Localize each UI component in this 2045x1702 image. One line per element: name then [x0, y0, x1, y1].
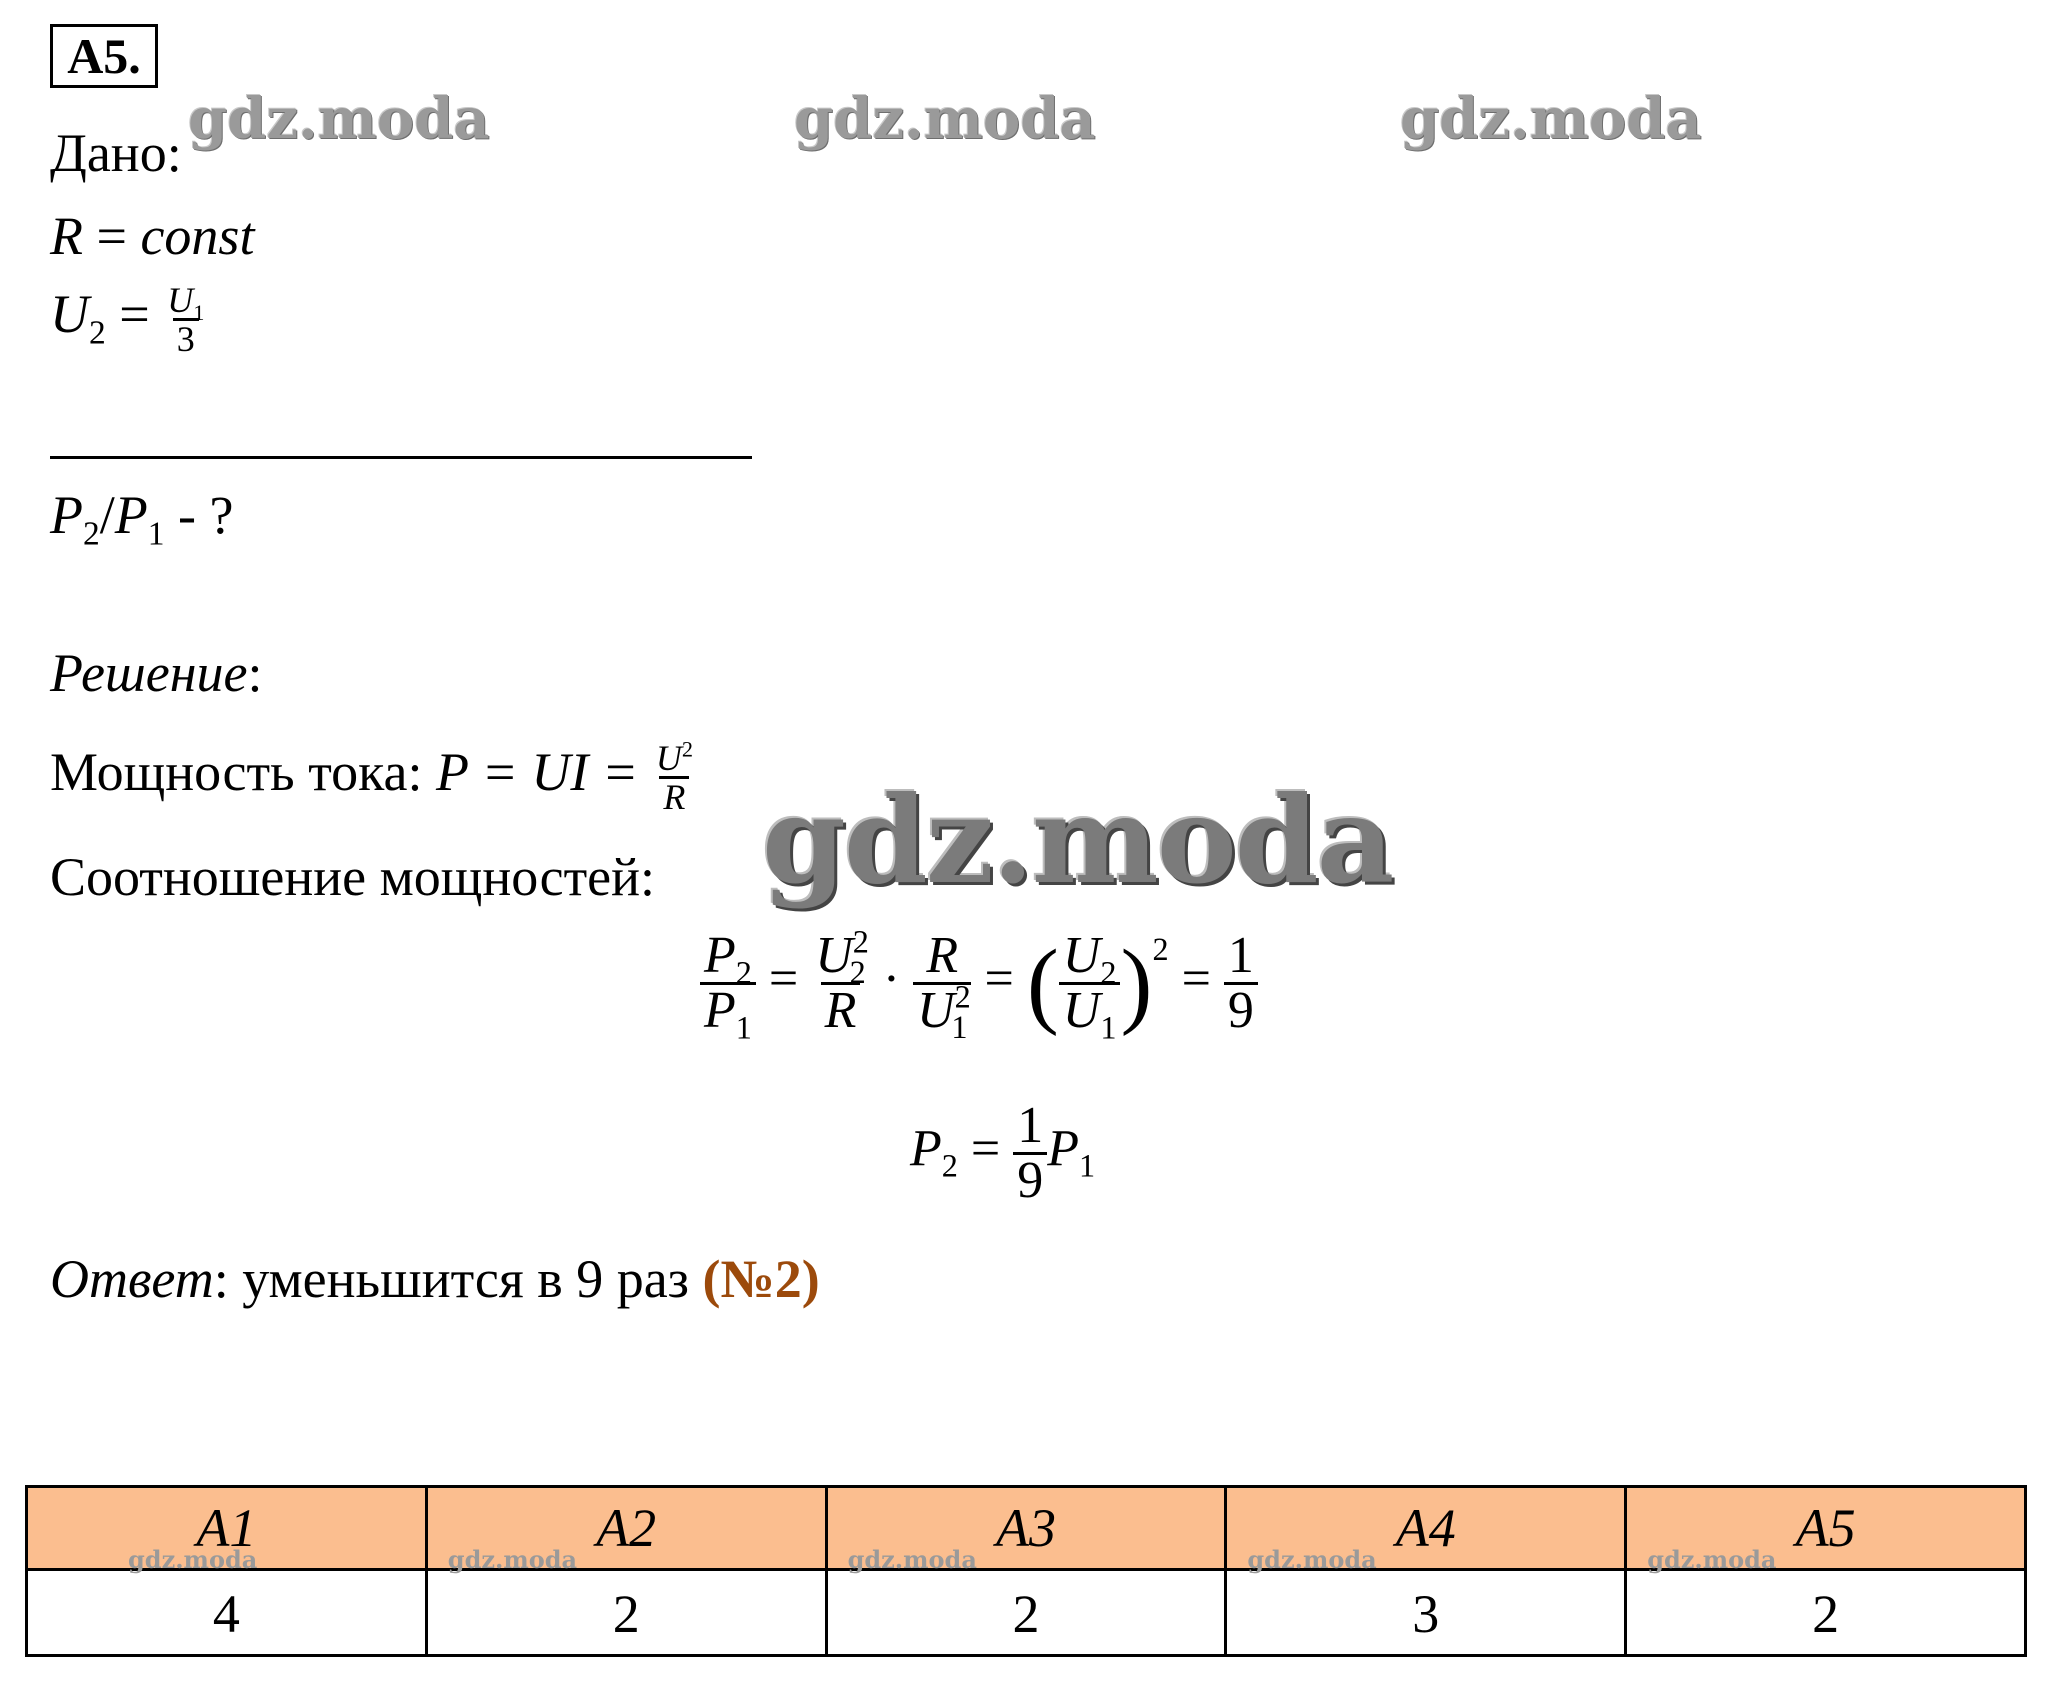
answers-value-cell: gdz.moda 2 [826, 1570, 1226, 1656]
answers-value-cell: gdz.moda 2 [426, 1570, 826, 1656]
answers-header-cell: A4 [1226, 1487, 1626, 1570]
power-fraction: $\frac{U^2}{R}$ [655, 736, 693, 817]
answer-choice: (№2) [702, 1249, 820, 1309]
given-voltage: $U_2$ = $\frac{U_1}{3}$ [50, 282, 208, 357]
ratio-equation: $\frac{P_2}{P_1}$ = $\frac{U^2_2}{R}$ · $\frac{R}{U^2_1}$ = ( $\frac{U_2}{U_1}$ )$^2$ = $\frac{1}{9}$ [700, 930, 1258, 1037]
power-formula: Мощность тока: P = UI = $\frac{U^2}{R}$ [50, 740, 697, 815]
solution-heading: Решение: [50, 643, 263, 703]
watermark-logo: gdz.moda [128, 1545, 258, 1574]
answers-header-cell: A5 [1626, 1487, 2026, 1570]
ratio-label: Соотношение мощностей: [50, 847, 656, 907]
answers-header-cell: A3 [826, 1487, 1226, 1570]
answers-value-row [27, 1570, 2026, 1656]
answers-header-cell: A2 [426, 1487, 826, 1570]
watermark-logo: gdz.moda [794, 86, 1096, 152]
problem-label: А5. [50, 24, 158, 88]
watermark-logo: gdz.moda [1647, 1545, 1777, 1574]
given-divider [50, 456, 752, 459]
watermark-large: gdz.moda [762, 770, 1393, 911]
watermark-logo: gdz.moda [847, 1545, 977, 1574]
answer-line: Ответ: уменьшится в 9 раз (№2) [50, 1249, 820, 1309]
answers-value-cell: gdz.moda 3 [1226, 1570, 1626, 1656]
answers-value-cell: gdz.moda 4 [27, 1570, 427, 1656]
result-equation: $P_2$ = $\frac{1}{9}$ $P_1$ [910, 1097, 1096, 1209]
answers-value-cell: gdz.moda 2 [1626, 1570, 2026, 1656]
watermark-logo: gdz.moda [188, 86, 490, 152]
voltage-fraction: $\frac{U_1}{3}$ [167, 280, 205, 359]
answers-table [25, 1485, 2027, 1657]
find-ratio: $P_2/P_1$ - ? [50, 485, 234, 553]
watermark-logo: gdz.moda [1400, 86, 1702, 152]
watermark-logo: gdz.moda [1247, 1545, 1377, 1574]
given-label: Дано: [50, 123, 182, 183]
answers-header-cell: A1 [27, 1487, 427, 1570]
given-resistance: R = const [50, 206, 255, 266]
watermark-logo: gdz.moda [447, 1545, 578, 1574]
